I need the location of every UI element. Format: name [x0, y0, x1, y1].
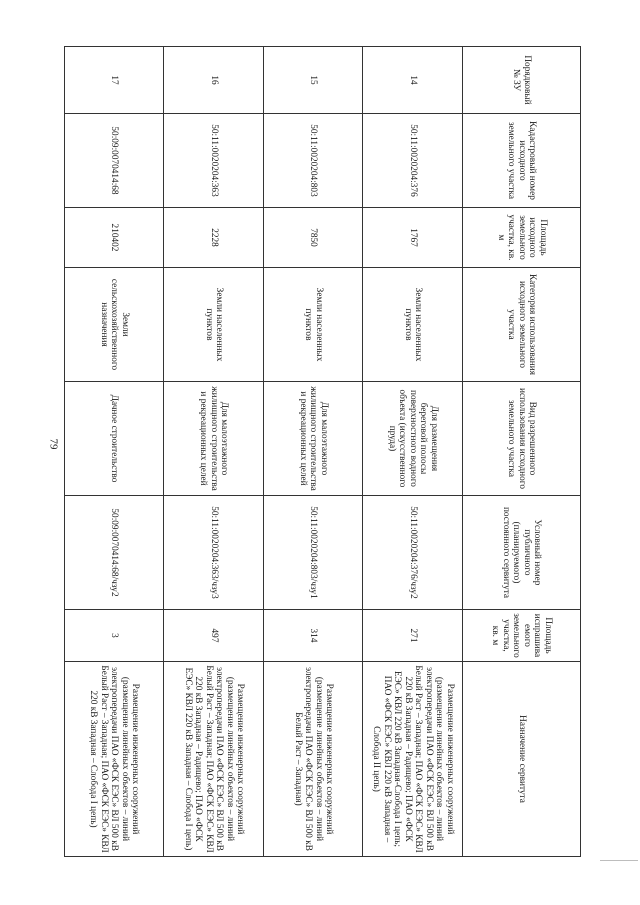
cell-cadastral-number: 50:11:0020204:376 — [363, 114, 463, 208]
cell-plot-number: 16 — [164, 47, 264, 114]
cell-plot-number: 15 — [264, 47, 364, 114]
cell-permitted-use: Для малоэтажного жилищного строительства и рекреационных целей — [264, 382, 364, 496]
cell-plot-number: 14 — [363, 47, 463, 114]
cell-plot-number: 17 — [65, 47, 165, 114]
header-requested-area: Площадь испрашиваемого земельного участка, кв. м — [463, 610, 581, 662]
cell-cadastral-number: 50:11:0020204:803 — [264, 114, 364, 208]
rotated-table-container — [64, 46, 581, 856]
cell-servitude-purpose: Размещение инженерных сооружений (размещение линейных объектов – линий электропередачи ПАО «ФСК ЕЭС» ВЛ 500 кВ Белый Раст – Западная; ПАО «ФСК ЕЭС» КВЛ 220 кВ Западная – Радищево; ПАО «ФСК ЕЭС» КВЛ 220 кВ Западная-Слобода I цепь; ПАО «ФСК ЕЭС» КВЛ 220 кВ Западная – Слобода II цепь) — [363, 662, 463, 857]
cell-permitted-use: Дачное строительство — [65, 382, 165, 496]
cell-servitude-purpose: Размещение инженерных сооружений (размещение линейных объектов – линий электропередачи ПАО «ФСК ЕЭС» ВЛ 500 кВ Белый Раст – Западная) — [264, 662, 364, 857]
scan-artifact-line — [600, 860, 638, 861]
header-source-area: Площадь исходного земельного участка, кв. м — [463, 208, 581, 268]
cell-land-category: Земли сельскохозяйственного назначения — [65, 268, 165, 382]
cell-requested-area: 3 — [65, 610, 165, 662]
cell-land-category: Земли населенных пунктов — [363, 268, 463, 382]
cell-permitted-use: Для размещения береговой полосы поверхностного водного объекта (искусственного пруда) — [363, 382, 463, 496]
cell-requested-area: 497 — [164, 610, 264, 662]
table-header-row — [463, 47, 581, 857]
table-row — [65, 47, 165, 857]
cell-servitude-purpose: Размещение инженерных сооружений (размещение линейных объектов – линий электропередачи ПАО «ФСК ЕЭС» ВЛ 500 кВ Белый Раст – Западная; ПАО «ФСК ЕЭС» КВЛ 220 кВ Западная – Слобода I цепь) — [65, 662, 165, 857]
cell-servitude-number: 50:11:0020204:363/чзу3 — [164, 496, 264, 610]
header-servitude-purpose: Назначение сервитута — [463, 662, 581, 857]
table-row — [363, 47, 463, 857]
cell-permitted-use: Для малоэтажного жилищного строительства и рекреационных целей — [164, 382, 264, 496]
cell-servitude-number: 50:11:0020204:376/чзу2 — [363, 496, 463, 610]
cell-source-area: 7850 — [264, 208, 364, 268]
cell-land-category: Земли населенных пунктов — [264, 268, 364, 382]
cell-servitude-number: 50:09:0070414:68/чзу2 — [65, 496, 165, 610]
header-cadastral-number: Кадастровый номер исходного земельного участка — [463, 114, 581, 208]
cell-servitude-number: 50:11:0020204:803/чзу1 — [264, 496, 364, 610]
header-permitted-use: Вид разрешенного использования исходного земельного участка — [463, 382, 581, 496]
table-row — [264, 47, 364, 857]
cell-requested-area: 314 — [264, 610, 364, 662]
header-land-category: Категория использования исходного земельного участка — [463, 268, 581, 382]
cell-source-area: 210402 — [65, 208, 165, 268]
table-row — [164, 47, 264, 857]
servitude-table — [64, 46, 581, 857]
cell-source-area: 2228 — [164, 208, 264, 268]
cell-requested-area: 271 — [363, 610, 463, 662]
cell-cadastral-number: 50:11:0020204:363 — [164, 114, 264, 208]
header-servitude-number: Условный номер публичного (планируемого) постоянного сервитута — [463, 496, 581, 610]
cell-servitude-purpose: Размещение инженерных сооружений (размещение линейных объектов – линий электропередачи ПАО «ФСК ЕЭС» ВЛ 500 кВ Белый Раст – Западная; ПАО «ФСК ЕЭС» КВЛ 220 кВ Западная – Радищево; ПАО «ФСК ЕЭС» КВЛ 220 кВ Западная – Слобода I цепь) — [164, 662, 264, 857]
header-plot-number: Порядковый № ЗУ — [463, 47, 581, 114]
page-number: 79 — [47, 438, 60, 450]
cell-source-area: 1767 — [363, 208, 463, 268]
cell-cadastral-number: 50:09:0070414:68 — [65, 114, 165, 208]
cell-land-category: Земли населенных пунктов — [164, 268, 264, 382]
